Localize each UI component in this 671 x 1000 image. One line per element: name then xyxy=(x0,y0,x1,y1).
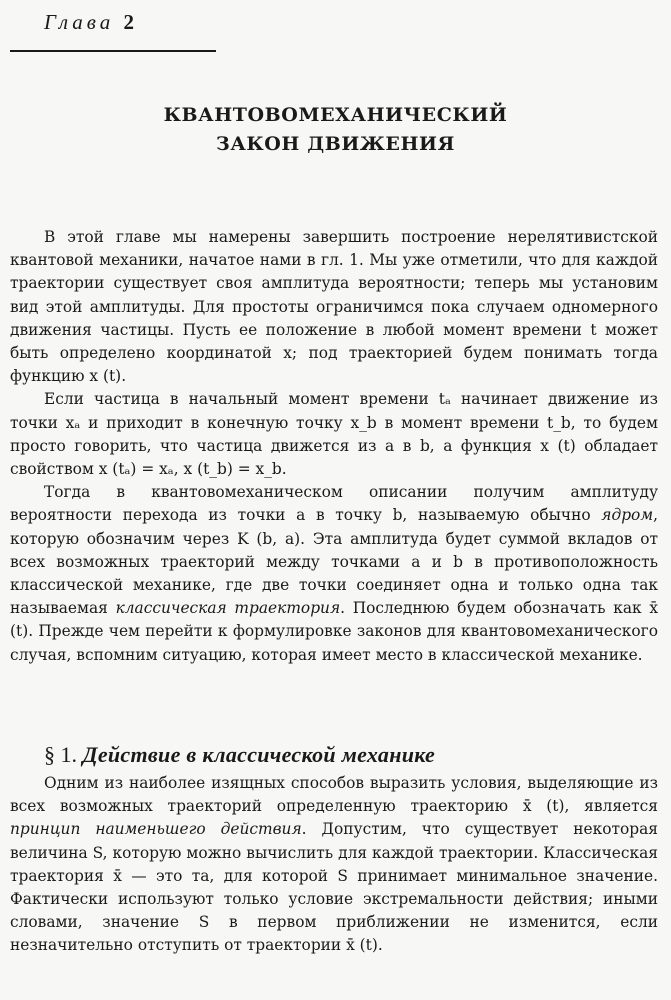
term-kernel: ядром xyxy=(601,506,654,525)
chapter-word: Глава xyxy=(44,10,115,34)
intro-paragraph-3 xyxy=(10,481,658,667)
section-title: Действие в классической механике xyxy=(82,742,436,767)
chapter-title-line-1: КВАНТОВОМЕХАНИЧЕСКИЙ xyxy=(163,104,508,126)
intro-paragraph-1: В этой главе мы намерены завершить построение нерелятивистской квантовой механики, начатое нами в гл. 1. Мы уже отметили, что для каждой траектории существует своя амплитуда вероятности; теперь мы установим вид этой амплитуды. Для простоты ограничимся пока случаем одномерного движения частицы. Пусть ее положение в любой момент времени t может быть определено координатой x; под траекторией будем понимать тогда функцию x (t). xyxy=(10,228,658,386)
section-p1-part-b: . Допустим, что существует некоторая величина S, которую можно вычислить для каждой траектории. Классическая траектория x̄ — это та, для которой S принимает минимальное значение. Фактически используют только условие экстремальности действия; иными словами, значение S в первом приближении не изменится, если незначительно отступить от траектории x̄ (t). xyxy=(10,820,658,955)
section-mark: § 1. xyxy=(44,742,77,767)
section-p1-part-a: Одним из наиболее изящных способов выразить условия, выделяющие из всех возможных траекторий определенную траекторию x̄ (t), является xyxy=(10,774,658,816)
chapter-heading xyxy=(44,10,134,35)
intro-p3-part-a: Тогда в квантовомеханическом описании получим амплитуду вероятности перехода из точки a в точку b, называемую обычно xyxy=(10,483,658,525)
section-paragraph-1 xyxy=(10,772,658,958)
chapter-number: 2 xyxy=(123,10,134,34)
term-classical-trajectory: классическая траектория xyxy=(115,599,341,618)
chapter-title xyxy=(0,101,671,159)
intro-p3-part-b: , которую обозначим через K (b, a). Эта амплитуда будет суммой вкладов от всех возможных траекторий между точками a и b в противоположность классической механике, где две точки соединяет одна и только одна так называемая xyxy=(10,506,658,618)
intro-paragraph-2: Если частица в начальный момент времени tₐ начинает движение из точки xₐ и приходит в конечную точку x_b в момент времени t_b, то будем просто говорить, что частица движется из a в b, а функция x (t) обладает свойством x (tₐ) = xₐ, x (t_b) = x_b. xyxy=(10,390,658,479)
chapter-title-line-2: ЗАКОН ДВИЖЕНИЯ xyxy=(216,133,455,155)
intro-text xyxy=(10,226,658,667)
chapter-rule xyxy=(10,50,216,52)
term-least-action: принцип наименьшего действия xyxy=(10,820,302,839)
section-heading xyxy=(44,742,435,768)
section-text xyxy=(10,772,658,958)
intro-p3-part-c: . Последнюю будем обозначать как x̄ (t). Прежде чем перейти к формулировке законов для квантовомеханического случая, вспомним ситуацию, которая имеет место в классической механике. xyxy=(10,599,658,664)
